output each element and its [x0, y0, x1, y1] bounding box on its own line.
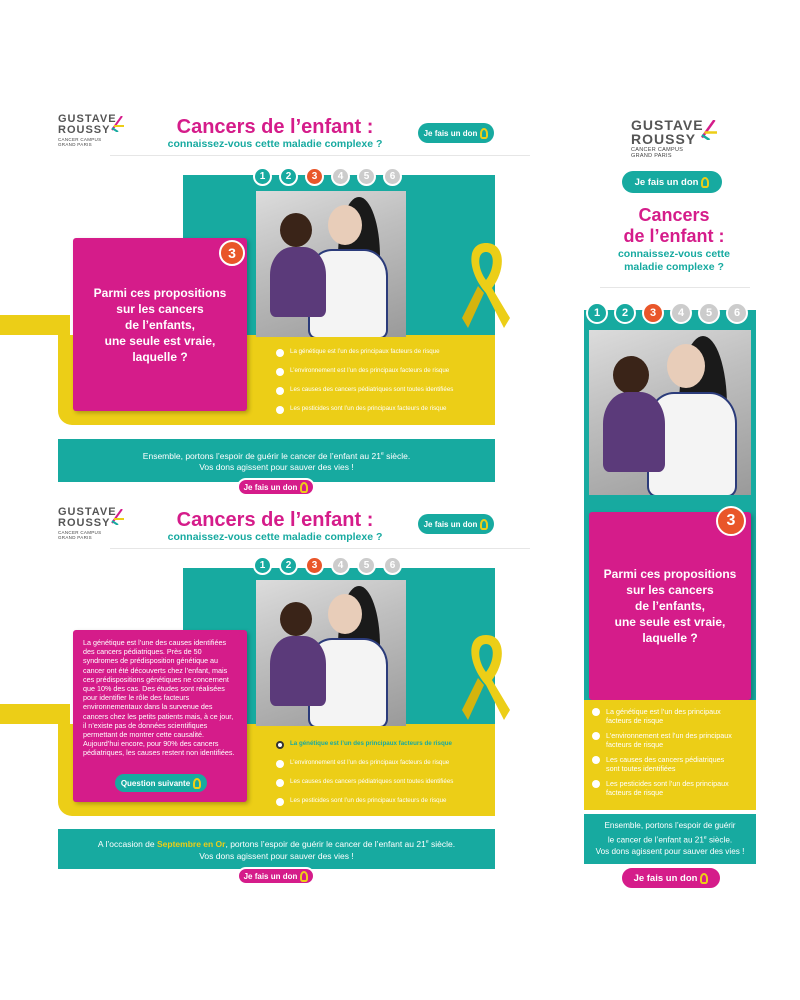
answer-explanation: La génétique est l’une des causes identifiées des cancers pédiatriques. Près de 50 syndromes de prédisposition génétique au cancer ont été découverts chez l’enfant, mais ces prédispositions génétiques ne concernent que 10% des cas. Des études sont réalisées pour identifier le rôle des facteurs environnementaux dans la survenue des cancers chez les petits patients mais, à ce jour, il n’existe pas de données scientifiques permettant de montrer cette causalité. Aujourd’hui encore, pour 90% des cancers pédiatriques, les causes restent non identifiées.: [83, 638, 235, 758]
step-dot[interactable]: 5: [357, 556, 376, 575]
option-text: La génétique est l’un des principaux facteurs de risque: [290, 348, 440, 355]
question-line: une seule est vraie,: [104, 333, 216, 348]
footer-text: Ensemble, portons l’espoir de guérir: [604, 820, 736, 830]
step-dot[interactable]: 2: [279, 167, 298, 186]
question-line: Parmi ces propositions: [603, 567, 737, 581]
answer-option[interactable]: [276, 778, 491, 787]
footer-text: siècle.: [706, 835, 733, 845]
answer-options: [592, 707, 752, 797]
footer-sup: e: [380, 450, 384, 457]
question-line: sur les cancers: [626, 583, 714, 597]
logo-sub1: CANCER CAMPUS: [58, 530, 102, 535]
footer-highlight: Septembre en Or: [156, 838, 226, 849]
radio-button[interactable]: [592, 732, 600, 740]
title-line: Cancers: [638, 205, 710, 225]
step-dot[interactable]: 5: [357, 167, 376, 186]
radio-button[interactable]: [276, 349, 284, 357]
step-dot[interactable]: 2: [279, 556, 298, 575]
answer-option[interactable]: [276, 759, 491, 768]
header-divider: [110, 548, 530, 549]
option-text: Les pesticides sont l’un des principaux facteurs de risque: [290, 405, 447, 412]
donate-button[interactable]: [620, 866, 722, 890]
donate-label: Je fais un don: [634, 176, 699, 188]
step-dot-current[interactable]: 3: [642, 302, 664, 324]
logo-line2: ROUSSY: [58, 124, 111, 136]
step-dot[interactable]: 4: [331, 556, 350, 575]
option-text: La génétique est l’un des principaux facteurs de risque: [606, 707, 721, 725]
footer-band: [58, 439, 495, 482]
logo-line1: GUSTAVE: [631, 117, 704, 133]
question-line: Parmi ces propositions: [93, 285, 227, 300]
logo-line1: GUSTAVE: [58, 113, 117, 125]
ribbon-icon: [300, 482, 308, 493]
ribbon-icon: [701, 177, 709, 188]
step-dot[interactable]: 1: [253, 167, 272, 186]
radio-button[interactable]: [592, 756, 600, 764]
donate-button[interactable]: [418, 514, 494, 534]
donate-label: Je fais un don: [633, 872, 698, 884]
yellow-strip: [0, 315, 70, 335]
footer-text: siècle.: [428, 838, 456, 849]
answer-option[interactable]: [276, 405, 491, 414]
logo-sub2: GRAND PARIS: [631, 152, 672, 159]
radio-button[interactable]: [276, 406, 284, 414]
radio-button[interactable]: [276, 798, 284, 806]
answer-option[interactable]: [276, 367, 491, 376]
step-dot[interactable]: 4: [670, 302, 692, 324]
footer-text: Ensemble, portons l’espoir de guérir le cancer de l’enfant au 21: [142, 450, 381, 461]
logo-sub2: GRAND PARIS: [58, 534, 92, 540]
logo-line1: GUSTAVE: [58, 506, 117, 518]
radio-button[interactable]: [276, 760, 284, 768]
footer-text: Vos dons agissent pour sauver des vies !: [199, 462, 354, 473]
footer-text: le cancer de l’enfant au 21: [607, 835, 704, 845]
radio-button-checked[interactable]: [276, 741, 284, 749]
question-line: de l’enfants,: [124, 317, 195, 332]
step-dot[interactable]: 2: [614, 302, 636, 324]
question-line: laquelle ?: [642, 631, 698, 645]
option-text: Les causes des cancers pédiatriques sont toutes identifiées: [290, 386, 454, 393]
answer-option[interactable]: [276, 348, 491, 357]
footer-band: [58, 829, 495, 869]
answer-option[interactable]: [592, 779, 752, 797]
answer-options: [276, 348, 491, 414]
radio-button[interactable]: [592, 780, 600, 788]
donate-label: Je fais un don: [243, 482, 298, 492]
option-text: L’environnement est l’un des principaux facteurs de risque: [290, 759, 450, 766]
option-text: Les pesticides sont l’un des principaux facteurs de risque: [606, 779, 729, 797]
radio-button[interactable]: [276, 779, 284, 787]
gustave-roussy-logo[interactable]: [58, 507, 117, 540]
ribbon-icon: [300, 871, 308, 882]
option-text: Les causes des cancers pédiatriques sont toutes identifiées: [606, 755, 725, 773]
footer-sup: e: [703, 834, 707, 841]
step-dot[interactable]: 5: [698, 302, 720, 324]
question-card: [589, 512, 751, 700]
yellow-strip: [0, 704, 70, 724]
next-question-button[interactable]: [115, 774, 207, 792]
donate-button[interactable]: [418, 123, 494, 143]
donate-button[interactable]: [622, 171, 722, 193]
step-dot[interactable]: 1: [253, 556, 272, 575]
donate-button[interactable]: [237, 867, 315, 885]
title-line: de l’enfant :: [623, 226, 725, 246]
question-line: une seule est vraie,: [614, 615, 726, 629]
logo-mark-icon: [108, 116, 124, 132]
ribbon-icon: [480, 128, 488, 139]
ribbon-icon: [460, 630, 512, 730]
question-line: de l’enfants,: [634, 599, 705, 613]
logo-mark-icon: [697, 120, 717, 140]
question-number-badge: 3: [716, 506, 746, 536]
footer-text: Vos dons agissent pour sauver des vies !: [595, 847, 745, 857]
option-text: La génétique est l’un des principaux facteurs de risque: [290, 740, 452, 747]
gustave-roussy-logo[interactable]: [631, 118, 704, 159]
logo-line2: ROUSSY: [631, 131, 697, 147]
donate-label: Je fais un don: [243, 871, 298, 881]
subtitle-line: maladie complexe ?: [624, 261, 724, 273]
page-title: Cancers de l’enfant :: [176, 116, 374, 138]
ribbon-icon: [460, 238, 512, 338]
answer-option[interactable]: [592, 755, 752, 773]
ribbon-icon: [700, 873, 708, 884]
footer-text: A l’occasion de: [97, 838, 157, 849]
ribbon-icon: [480, 519, 488, 530]
step-dot[interactable]: 6: [726, 302, 748, 324]
next-label: Question suivante: [120, 778, 191, 788]
step-dot[interactable]: 4: [331, 167, 350, 186]
photo-child-nurse: [256, 580, 406, 726]
radio-button[interactable]: [592, 708, 600, 716]
step-dot[interactable]: 6: [383, 556, 402, 575]
header-divider: [110, 155, 530, 156]
radio-button[interactable]: [276, 368, 284, 376]
option-text: Les causes des cancers pédiatriques sont toutes identifiées: [290, 778, 454, 785]
option-text: L’environnement est l’un des principaux facteurs de risque: [606, 731, 732, 749]
logo-mark-icon: [108, 509, 124, 525]
logo-sub1: CANCER CAMPUS: [58, 137, 102, 142]
option-text: Les pesticides sont l’un des principaux facteurs de risque: [290, 797, 447, 804]
answer-options: [276, 740, 491, 806]
footer-sup: e: [425, 839, 429, 846]
step-dot-current[interactable]: 3: [305, 556, 324, 575]
radio-button[interactable]: [276, 387, 284, 395]
subtitle-line: connaissez-vous cette: [617, 248, 731, 260]
answer-option[interactable]: [592, 707, 752, 725]
question-card: [73, 238, 247, 411]
question-line: sur les cancers: [116, 301, 204, 316]
answer-option[interactable]: [276, 386, 491, 395]
photo-child-nurse: [256, 191, 406, 337]
page-title: Cancers de l’enfant :: [176, 509, 374, 531]
footer-text: siècle.: [383, 450, 411, 461]
logo-sub2: GRAND PARIS: [58, 141, 92, 147]
answer-option[interactable]: [276, 797, 491, 806]
step-dot[interactable]: 1: [586, 302, 608, 324]
footer-text: , portons l’espoir de guérir le cancer de l’enfant au 21: [225, 838, 426, 849]
question-line: laquelle ?: [132, 349, 188, 364]
header-divider: [600, 287, 750, 288]
option-text: L’environnement est l’un des principaux facteurs de risque: [290, 367, 450, 374]
answer-option-selected[interactable]: [276, 740, 491, 749]
footer-band: [584, 814, 756, 864]
photo-child-nurse: [589, 330, 751, 495]
question-number-badge: 3: [219, 240, 245, 266]
logo-line2: ROUSSY: [58, 517, 111, 529]
gustave-roussy-logo[interactable]: [58, 114, 117, 147]
ribbon-icon: [193, 778, 201, 789]
page-subtitle: connaissez-vous cette maladie complexe ?: [167, 531, 383, 543]
page-subtitle: [590, 248, 758, 274]
logo-sub1: CANCER CAMPUS: [631, 147, 684, 153]
page-title: [590, 205, 758, 247]
donate-label: Je fais un don: [423, 519, 478, 529]
page-subtitle: connaissez-vous cette maladie complexe ?: [167, 138, 383, 150]
donate-button[interactable]: [237, 478, 315, 496]
step-dot-current[interactable]: 3: [305, 167, 324, 186]
donate-label: Je fais un don: [423, 128, 478, 138]
footer-text: Vos dons agissent pour sauver des vies !: [199, 850, 354, 861]
answer-option[interactable]: [592, 731, 752, 749]
step-dot[interactable]: 6: [383, 167, 402, 186]
